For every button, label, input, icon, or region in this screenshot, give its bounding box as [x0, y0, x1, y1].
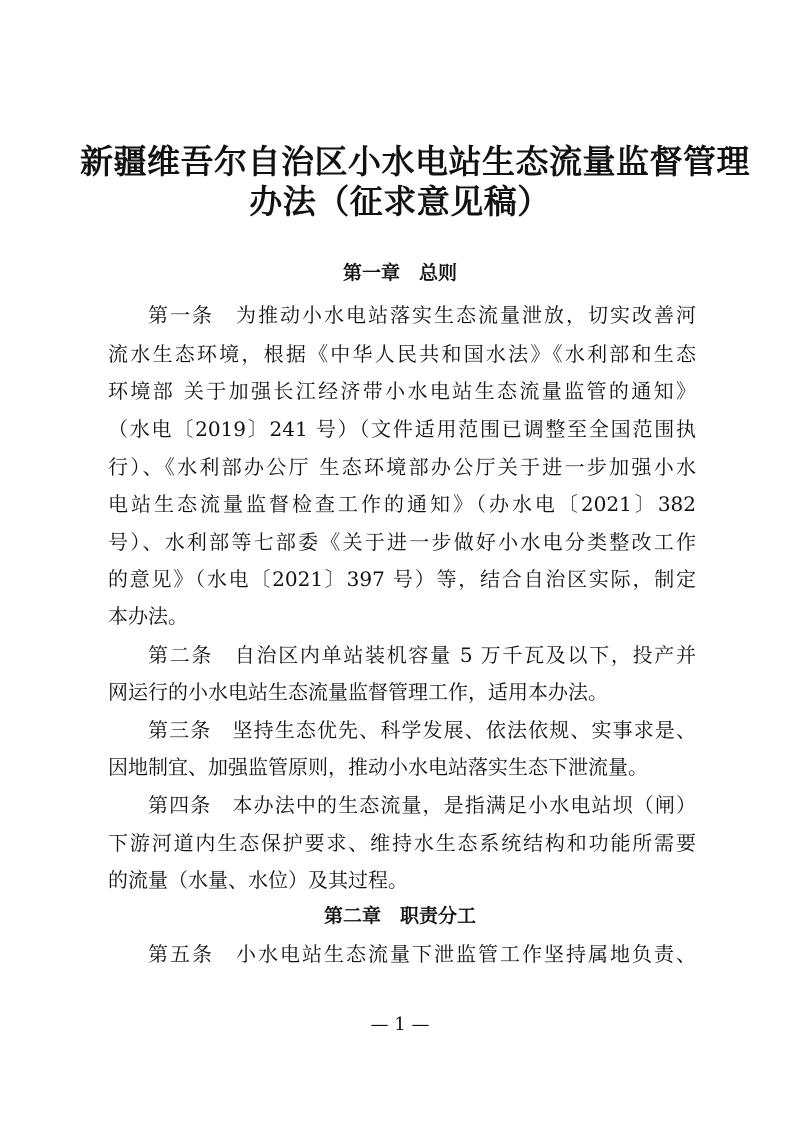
page-number: — 1 —: [370, 1014, 430, 1035]
body-line: （水电〔2019〕241 号）（文件适用范围已调整至全国范围执: [108, 417, 696, 441]
body-line: 电站生态流量监督检查工作的通知》（办水电〔2021〕382: [108, 492, 696, 516]
body-line: 环境部 关于加强长江经济带小水电站生态流量监管的通知》: [108, 379, 696, 403]
body-line: 第一条 为推动小水电站落实生态流量泄放，切实改善河: [148, 303, 696, 327]
body-line: 本办法。: [108, 604, 188, 628]
body-line: 的意见》（水电〔2021〕397 号）等，结合自治区实际，制定: [108, 567, 696, 591]
body-line: 第二条 自治区内单站装机容量 5 万千瓦及以下，投产并: [148, 643, 696, 667]
body-line: 的流量（水量、水位）及其过程。: [108, 868, 408, 892]
body-line: 号）、水利部等七部委《关于进一步做好小水电分类整改工作: [108, 530, 696, 554]
body-line: 行）、《水利部办公厅 生态环境部办公厅关于进一步加强小水: [108, 455, 696, 479]
document-title-line-1: 新疆维吾尔自治区小水电站生态流量监督管理: [80, 142, 750, 181]
body-line: 第四条 本办法中的生态流量，是指满足小水电站坝（闸）: [148, 793, 696, 817]
body-line: 网运行的小水电站生态流量监督管理工作，适用本办法。: [108, 680, 608, 704]
body-line: 第五条 小水电站生态流量下泄监管工作坚持属地负责、: [148, 942, 696, 966]
body-line: 因地制宜、加强监管原则，推动小水电站落实生态下泄流量。: [108, 755, 648, 779]
body-line: 第三条 坚持生态优先、科学发展、依法依规、实事求是、: [148, 718, 696, 742]
chapter-heading-2: 第二章 职责分工: [323, 905, 476, 927]
document-title-line-2: 办法（征求意见稿）: [249, 182, 551, 221]
chapter-heading-1: 第一章 总则: [342, 262, 457, 284]
body-line: 下游河道内生态保护要求、维持水生态系统结构和功能所需要: [108, 831, 696, 855]
body-line: 流水生态环境，根据《中华人民共和国水法》《水利部和生态: [108, 342, 696, 366]
